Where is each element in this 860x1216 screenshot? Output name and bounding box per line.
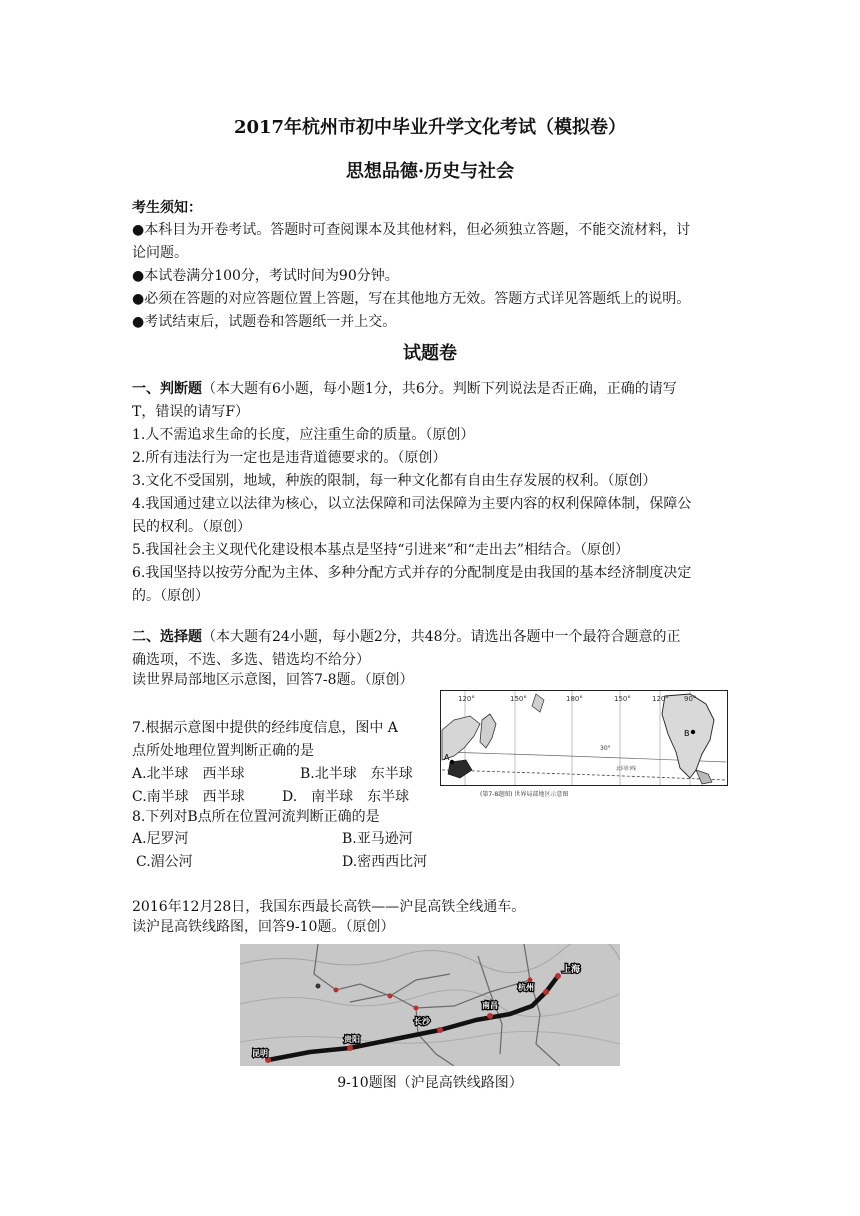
city-node [414,1006,419,1011]
map-instruction: 读世界局部地区示意图，回答7-8题。（原创） [132,672,414,688]
q8-option-a: A.尼罗河 [132,831,189,847]
railway-map-figure [240,944,620,1066]
section1-intro-line2: T，错误的请写F） [132,404,250,420]
longitude-label: 180° [566,695,583,703]
city-label-guiyang: 贵阳 [344,1035,360,1044]
railway-map-caption: 9-10题图（沪昆高铁线路图） [337,1075,523,1091]
judge-item: 1.人不需追求生命的长度，应注重生命的质量。（原创） [132,427,475,443]
map1-caption: (第7-8题图) 世界局部地区示意图 [480,791,569,798]
city-node [528,978,533,983]
tropic-label: 北回归线 [616,766,637,772]
section1-intro-text: （本大题有6小题，每小题1分，共6分。判断下列说法是否正确，正确的请写 [202,381,677,397]
section2-heading: 二、选择题 [132,629,202,645]
q8-option-d: D.密西西比河 [342,854,428,870]
longitude-label: 120° [458,695,475,703]
notice-line: 论问题。 [132,245,188,261]
q8-option-b: B.亚马逊河 [342,831,413,847]
city-label-changsha: 长沙 [414,1017,430,1026]
point-b-marker [691,730,695,734]
judge-item: 2.所有违法行为一定也是违背道德要求的。（原创） [132,450,447,466]
subject-title: 思想品德·历史与社会 [345,161,515,182]
rail-news-line: 2016年12月28日，我国东西最长高铁——沪昆高铁全线通车。 [132,899,526,915]
notice-line: ●考试结束后，试题卷和答题纸一并上交。 [132,314,397,330]
judge-item: 6.我国坚持以按劳分配为主体、多种分配方式并存的分配制度是由我国的基本经济制度决定 [132,565,692,581]
judge-item: 3.文化不受国别，地域，种族的限制，每一种文化都有自由生存发展的权利。（原创） [132,473,657,489]
city-node [555,973,561,979]
q7-option-b: B.北半球 东半球 [300,766,413,782]
longitude-label: 120° [652,695,669,703]
city-node [316,984,321,989]
paper-title: 试题卷 [403,343,457,364]
city-node [347,1045,353,1051]
section1-intro [132,379,677,399]
city-node [487,1013,493,1019]
point-a-label: A [444,753,450,762]
judge-item: 民的权利。（原创） [132,519,251,535]
longitude-label: 90° [684,695,697,703]
exam-title: 2017年杭州市初中毕业升学文化考试（模拟卷） [233,117,627,138]
section1-heading: 一、判断题 [132,381,202,397]
q7-stem: 7.根据示意图中提供的经纬度信息，图中 A [132,720,398,736]
city-node [388,994,393,999]
q7-option-d: D. 南半球 东半球 [282,789,410,805]
city-label-kunming: 昆明 [252,1049,268,1058]
city-label-shanghai: 上海 [562,965,581,975]
city-node [334,988,339,993]
notice-line: ●本科目为开卷考试。答题时可查阅课本及其他材料，但必须独立答题，不能交流材料，讨 [132,222,691,238]
point-b-label: B [684,729,690,738]
point-a-marker [450,760,454,764]
city-node [437,1027,443,1033]
city-label-hangzhou: 杭州 [518,983,534,992]
section2-intro-text: （本大题有24小题，每小题2分，共48分。请选出各题中一个最符合题意的正 [202,629,681,645]
section2-intro-line2: 确选项，不选、多选、错选均不给分） [132,652,370,668]
rail-map-instruction: 读沪昆高铁线路图，回答9-10题。（原创） [132,919,395,935]
world-map-figure [440,690,728,800]
judge-item: 5.我国社会主义现代化建设根本基点是坚持“引进来”和“走出去”相结合。（原创） [132,542,629,558]
notice-line: ●本试卷满分100分，考试时间为90分钟。 [132,268,399,284]
q7-option-c: C.南半球 西半球 [132,789,245,805]
judge-item: 的。（原创） [132,588,209,604]
q8-stem: 8.下列对B点所在位置河流判断正确的是 [132,809,380,825]
city-node [543,989,549,995]
notice-heading: 考生须知： [132,200,202,216]
q8-option-c: C.湄公河 [136,854,193,870]
notice-line: ●必须在答题的对应答题位置上答题，写在其他地方无效。答题方式详见答题纸上的说明。 [132,291,691,307]
section2-intro [132,627,681,647]
judge-item: 4.我国通过建立以法律为核心，以立法保障和司法保障为主要内容的权利保障体制，保障公 [132,496,692,512]
longitude-label: 150° [510,695,527,703]
q7-option-a: A.北半球 西半球 [132,766,245,782]
city-label-nanchang: 南昌 [482,1001,498,1010]
latitude-label: 30° [600,745,611,752]
longitude-label: 150° [614,695,631,703]
q7-stem-line2: 点所处地理位置判断正确的是 [132,743,314,759]
